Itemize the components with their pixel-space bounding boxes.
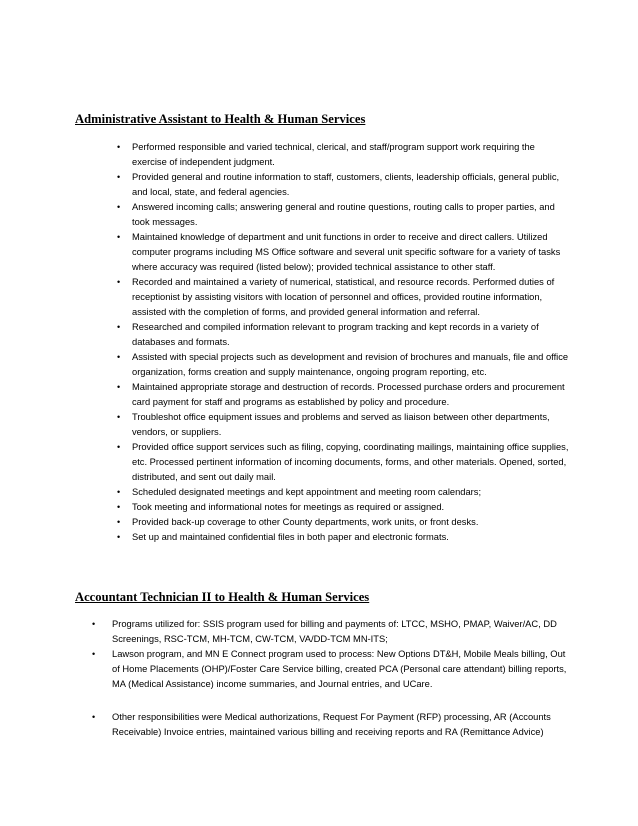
bullet-icon: • (117, 232, 121, 242)
bullet-icon: • (117, 352, 121, 362)
list-item-text: Provided general and routine information to staff, customers, clients, leadership officials, general public, and local, state, and federal agencies. (132, 172, 560, 197)
list-item-text: Scheduled designated meetings and kept appointment and meeting room calendars; (132, 487, 482, 497)
list-item (117, 320, 572, 350)
list-item (117, 530, 572, 545)
list-item (117, 200, 572, 230)
bullet-icon: • (117, 142, 121, 152)
list-item-text: Maintained knowledge of department and unit functions in order to receive and direct callers. Utilized computer programs including MS Office software and several unit specific software for a variety of tasks where accuracy was required (listed below); provided technical assistance to other staff. (132, 232, 561, 272)
list-item (117, 350, 572, 380)
bullet-icon: • (92, 619, 96, 629)
bullet-icon: • (117, 442, 121, 452)
bullet-icon: • (117, 322, 121, 332)
list-item (117, 380, 572, 410)
list-item (117, 170, 572, 200)
bullet-list-administrative-duties (117, 140, 572, 545)
bullet-icon: • (92, 712, 96, 722)
list-item (117, 515, 572, 530)
list-item (117, 440, 572, 485)
bullet-list-accountant-duties (92, 617, 574, 740)
bullet-icon: • (92, 649, 96, 659)
bullet-icon: • (117, 172, 121, 182)
list-item (117, 230, 572, 275)
list-item (117, 410, 572, 440)
list-item-text: Recorded and maintained a variety of numerical, statistical, and resource records. Performed duties of receptionist by assisting visitors with location of personnel and offices, provided routine information, assisted with the completion of forms, and provided general information and referral. (132, 277, 555, 317)
bullet-icon: • (117, 202, 121, 212)
list-item (117, 275, 572, 320)
list-item (117, 500, 572, 515)
list-item (92, 710, 574, 740)
list-item-text: Provided back-up coverage to other County departments, work units, or front desks. (132, 517, 479, 527)
list-item-text: Answered incoming calls; answering general and routine questions, routing calls to proper parties, and took messages. (132, 202, 555, 227)
list-item-text: Troubleshot office equipment issues and problems and served as liaison between other departments, vendors, or suppliers. (132, 412, 550, 437)
list-item-text: Other responsibilities were Medical authorizations, Request For Payment (RFP) processing, AR (Accounts Receivable) Invoice entries, maintained various billing and receiving reports and RA (Remittance Advice) (112, 712, 551, 737)
bullet-icon: • (117, 502, 121, 512)
bullet-icon: • (117, 382, 121, 392)
bullet-icon: • (117, 532, 121, 542)
list-item-text: Programs utilized for: SSIS program used for billing and payments of: LTCC, MSHO, PMAP, Waiver/AC, DD Screenings, RSC-TCM, MH-TCM, CW-TCM, VA/DD-TCM MN-ITS; (112, 619, 557, 644)
list-item-text: Researched and compiled information relevant to program tracking and kept records in a variety of databases and formats. (132, 322, 539, 347)
bullet-icon: • (117, 517, 121, 527)
section-heading-administrative-assistant: Administrative Assistant to Health & Human Services (75, 112, 366, 126)
list-item (92, 647, 574, 692)
list-item-text: Performed responsible and varied technical, clerical, and staff/program support work requiring the exercise of independent judgment. (132, 142, 535, 167)
list-item-text: Lawson program, and MN E Connect program used to process: New Options DT&H, Mobile Meals billing, Out of Home Placements (OHP)/Foster Care Service billing, created PCA (Personal care attendant) billing reports, MA (Medical Assistance) income summaries, and Journal entries, and UCare. (112, 649, 567, 689)
list-item (117, 485, 572, 500)
bullet-icon: • (117, 487, 121, 497)
list-item (117, 140, 572, 170)
list-item (92, 617, 574, 647)
section-heading-accountant-technician: Accountant Technician II to Health & Human Services (75, 590, 370, 604)
bullet-icon: • (117, 412, 121, 422)
list-item-text: Set up and maintained confidential files in both paper and electronic formats. (132, 532, 449, 542)
list-item-text: Took meeting and informational notes for meetings as required or assigned. (132, 502, 445, 512)
bullet-icon: • (117, 277, 121, 287)
list-item-text: Maintained appropriate storage and destruction of records. Processed purchase orders and procurement card payment for staff and programs as established by policy and procedure. (132, 382, 565, 407)
list-item-text: Assisted with special projects such as development and revision of brochures and manuals, file and office organization, forms creation and supply maintenance, ongoing program reporting, etc. (132, 352, 569, 377)
list-item-text: Provided office support services such as filing, copying, coordinating mailings, maintaining office supplies, etc. Processed pertinent information of incoming documents, forms, and other materials. Opened, sorted, distributed, and sent out daily mail. (132, 442, 569, 482)
